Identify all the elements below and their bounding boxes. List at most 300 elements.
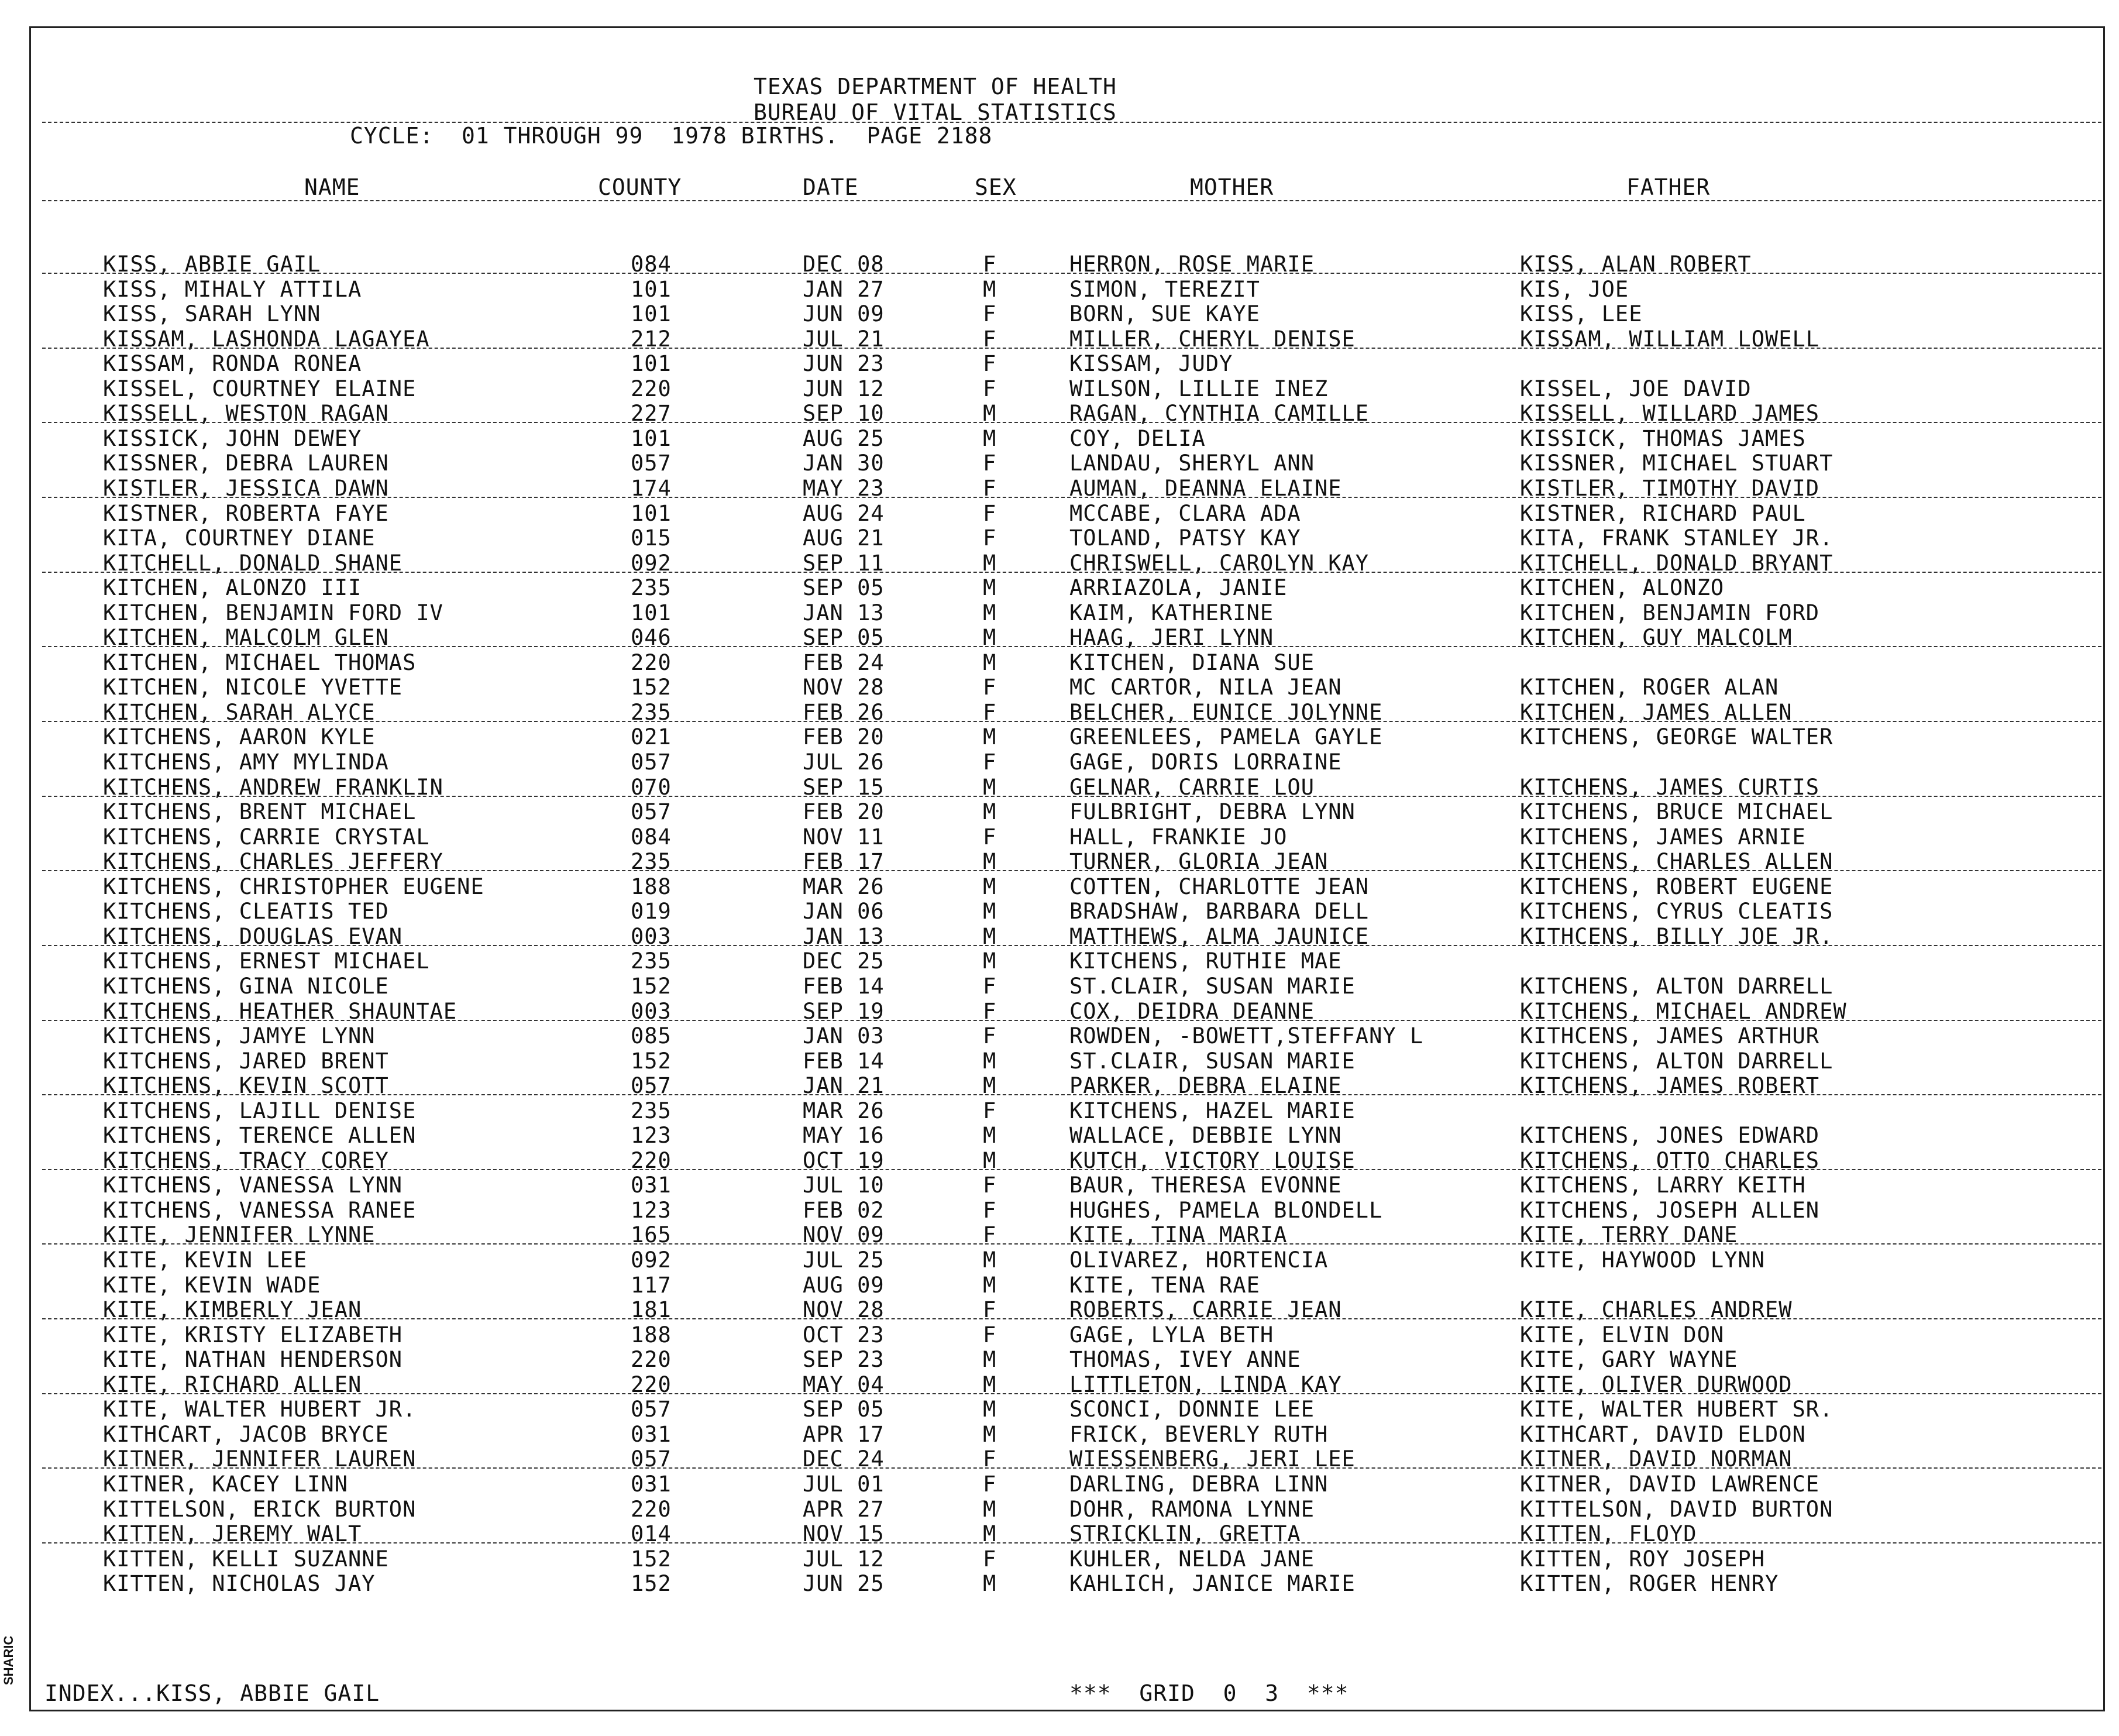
cell-mother: ST.CLAIR, SUSAN MARIE [1069, 1048, 1356, 1074]
table-row [0, 301, 2119, 326]
cell-county: 188 [631, 1322, 672, 1347]
cell-name: KITE, WALTER HUBERT JR. [103, 1397, 417, 1422]
cell-father: KITCHENS, BRUCE MICHAEL [1520, 799, 1834, 825]
table-row [0, 575, 2119, 600]
cell-name: KITE, KEVIN WADE [103, 1272, 321, 1298]
cell-mother: DARLING, DEBRA LINN [1069, 1471, 1329, 1497]
cell-sex: M [983, 1371, 997, 1397]
cell-date: JAN 13 [803, 923, 885, 949]
table-row [0, 1098, 2119, 1123]
cell-sex: M [983, 1421, 997, 1447]
cell-date: MAR 26 [803, 874, 885, 899]
cell-name: KITCHEN, MALCOLM GLEN [103, 625, 389, 651]
row-rule [42, 572, 2101, 573]
cell-county: 188 [631, 874, 672, 899]
row-rule [42, 1243, 2101, 1245]
cell-father: KISS, ALAN ROBERT [1520, 252, 1752, 277]
cell-name: KITNER, KACEY LINN [103, 1471, 348, 1497]
cell-date: OCT 19 [803, 1147, 885, 1173]
table-row [0, 1023, 2119, 1049]
cell-sex: M [983, 1073, 997, 1099]
column-header-rule [42, 200, 2101, 201]
cell-sex: F [983, 675, 997, 700]
cell-date: NOV 15 [803, 1521, 885, 1547]
cell-mother: KITCHEN, DIANA SUE [1069, 649, 1315, 675]
cell-mother: TOLAND, PATSY KAY [1069, 525, 1301, 551]
row-rule [42, 870, 2101, 871]
cell-father: KIS, JOE [1520, 276, 1629, 302]
table-row [0, 451, 2119, 476]
cell-father: KITCHEN, ALONZO [1520, 575, 1725, 601]
cell-name: KISTLER, JESSICA DAWN [103, 475, 389, 501]
cell-county: 117 [631, 1272, 672, 1298]
cell-father: KITCHENS, ALTON DARRELL [1520, 973, 1834, 999]
header-department: TEXAS DEPARTMENT OF HEALTH [754, 74, 1117, 99]
table-row [0, 750, 2119, 775]
cell-mother: KITE, TINA MARIA [1069, 1222, 1288, 1248]
cell-sex: F [983, 973, 997, 999]
cell-name: KISTNER, ROBERTA FAYE [103, 500, 389, 526]
table-row [0, 1049, 2119, 1074]
cell-mother: KITCHENS, RUTHIE MAE [1069, 948, 1342, 974]
cell-county: 057 [631, 750, 672, 775]
cell-father: KITCHEN, ROGER ALAN [1520, 675, 1779, 700]
cell-mother: COX, DEIDRA DEANNE [1069, 998, 1315, 1024]
table-row [0, 1546, 2119, 1572]
cell-county: 031 [631, 1173, 672, 1198]
cell-county: 152 [631, 1048, 672, 1074]
cell-date: NOV 09 [803, 1222, 885, 1248]
cell-name: KITTEN, KELLI SUZANNE [103, 1546, 389, 1572]
cell-county: 123 [631, 1123, 672, 1149]
cell-mother: BORN, SUE KAYE [1069, 301, 1260, 327]
cell-mother: ST.CLAIR, SUSAN MARIE [1069, 973, 1356, 999]
cell-county: 085 [631, 1023, 672, 1049]
cell-date: JUL 12 [803, 1546, 885, 1572]
cell-father: KITTELSON, DAVID BURTON [1520, 1496, 1834, 1522]
cell-sex: F [983, 1173, 997, 1198]
cell-county: 235 [631, 948, 672, 974]
cell-father: KITHCART, DAVID ELDON [1520, 1421, 1806, 1447]
cell-sex: M [983, 600, 997, 625]
cell-name: KITCHENS, TERENCE ALLEN [103, 1123, 417, 1149]
cell-mother: THOMAS, IVEY ANNE [1069, 1347, 1301, 1373]
cell-county: 070 [631, 774, 672, 800]
cell-name: KITE, RICHARD ALLEN [103, 1371, 362, 1397]
cell-mother: KITE, TENA RAE [1069, 1272, 1260, 1298]
cell-sex: M [983, 1048, 997, 1074]
cell-father: KITCHELL, DONALD BRYANT [1520, 550, 1834, 576]
cell-date: FEB 17 [803, 849, 885, 875]
table-row [0, 376, 2119, 401]
col-header-sex: SEX [975, 174, 1017, 200]
table-row [0, 974, 2119, 999]
col-header-name: NAME [304, 174, 360, 200]
cell-name: KITCHENS, TRACY COREY [103, 1147, 389, 1173]
cell-sex: M [983, 1496, 997, 1522]
cell-sex: M [983, 899, 997, 924]
cell-date: SEP 05 [803, 625, 885, 651]
cell-name: KITHCART, JACOB BRYCE [103, 1421, 389, 1447]
cell-sex: F [983, 1546, 997, 1572]
cell-county: 092 [631, 1247, 672, 1273]
cell-father: KITNER, DAVID NORMAN [1520, 1446, 1793, 1472]
cell-name: KITE, KIMBERLY JEAN [103, 1297, 362, 1323]
header-bureau: BUREAU OF VITAL STATISTICS [754, 99, 1117, 125]
cell-county: 165 [631, 1222, 672, 1248]
cell-date: JUN 25 [803, 1571, 885, 1597]
cell-name: KITCHENS, KEVIN SCOTT [103, 1073, 389, 1099]
cell-sex: F [983, 1197, 997, 1223]
cell-county: 057 [631, 1073, 672, 1099]
table-row [0, 351, 2119, 376]
cell-sex: F [983, 1222, 997, 1248]
cell-name: KITCHENS, GINA NICOLE [103, 973, 389, 999]
cell-county: 031 [631, 1421, 672, 1447]
cell-sex: F [983, 1023, 997, 1049]
cell-sex: F [983, 301, 997, 327]
cell-date: JAN 03 [803, 1023, 885, 1049]
cell-date: FEB 20 [803, 799, 885, 825]
cell-sex: F [983, 1446, 997, 1472]
cell-father: KISSICK, THOMAS JAMES [1520, 425, 1806, 451]
cell-date: JUL 21 [803, 326, 885, 352]
cell-father: KISSEL, JOE DAVID [1520, 376, 1752, 401]
cell-sex: F [983, 525, 997, 551]
cell-mother: RAGAN, CYNTHIA CAMILLE [1069, 401, 1370, 427]
cell-date: AUG 09 [803, 1272, 885, 1298]
table-row [0, 948, 2119, 974]
cell-county: 235 [631, 1098, 672, 1123]
cell-father: KITCHEN, GUY MALCOLM [1520, 625, 1793, 651]
cell-date: MAR 26 [803, 1098, 885, 1123]
cell-name: KITCHENS, CHRISTOPHER EUGENE [103, 874, 484, 899]
cell-date: FEB 20 [803, 724, 885, 750]
cell-date: SEP 10 [803, 401, 885, 427]
cell-mother: GAGE, LYLA BETH [1069, 1322, 1274, 1347]
cell-father: KITE, HAYWOOD LYNN [1520, 1247, 1765, 1273]
cell-county: 101 [631, 276, 672, 302]
col-header-county: COUNTY [598, 174, 682, 200]
cell-father: KITCHENS, JONES EDWARD [1520, 1123, 1820, 1149]
cell-father: KITCHEN, JAMES ALLEN [1520, 699, 1793, 725]
cell-father: KISTNER, RICHARD PAUL [1520, 500, 1806, 526]
cell-date: SEP 11 [803, 550, 885, 576]
cell-name: KITCHEN, NICOLE YVETTE [103, 675, 403, 700]
cell-mother: LITTLETON, LINDA KAY [1069, 1371, 1342, 1397]
cell-date: AUG 25 [803, 425, 885, 451]
cell-county: 220 [631, 1496, 672, 1522]
table-row [0, 1422, 2119, 1447]
cell-name: KITCHENS, VANESSA RANEE [103, 1197, 417, 1223]
row-rule [42, 273, 2101, 274]
cell-mother: BAUR, THERESA EVONNE [1069, 1173, 1342, 1198]
cell-father: KITNER, DAVID LAWRENCE [1520, 1471, 1820, 1497]
cell-county: 152 [631, 1571, 672, 1597]
cell-sex: F [983, 824, 997, 850]
table-row [0, 1273, 2119, 1298]
cell-date: MAY 16 [803, 1123, 885, 1149]
cell-sex: M [983, 1347, 997, 1373]
cell-father: KISS, LEE [1520, 301, 1643, 327]
cell-name: KITE, KRISTY ELIZABETH [103, 1322, 403, 1347]
table-row [0, 874, 2119, 899]
col-header-mother: MOTHER [1190, 174, 1274, 200]
cell-sex: M [983, 923, 997, 949]
row-rule [42, 646, 2101, 647]
cell-county: 235 [631, 849, 672, 875]
cell-father: KITE, OLIVER DURWOOD [1520, 1371, 1793, 1397]
cell-name: KITCHENS, VANESSA LYNN [103, 1173, 403, 1198]
cell-sex: M [983, 649, 997, 675]
cell-mother: MILLER, CHERYL DENISE [1069, 326, 1356, 352]
table-row [0, 824, 2119, 850]
cell-name: KITE, JENNIFER LYNNE [103, 1222, 376, 1248]
cell-father: KITCHENS, JAMES CURTIS [1520, 774, 1820, 800]
footer-index: INDEX...KISS, ABBIE GAIL [44, 1680, 380, 1706]
table-row [0, 1123, 2119, 1148]
cell-county: 101 [631, 500, 672, 526]
cell-date: MAY 23 [803, 475, 885, 501]
cell-mother: HAAG, JERI LYNN [1069, 625, 1274, 651]
cell-mother: KITCHENS, HAZEL MARIE [1069, 1098, 1356, 1123]
cell-father: KITCHENS, CYRUS CLEATIS [1520, 899, 1834, 924]
cell-county: 003 [631, 923, 672, 949]
cell-date: JAN 21 [803, 1073, 885, 1099]
cell-mother: ROBERTS, CARRIE JEAN [1069, 1297, 1342, 1323]
cell-name: KITA, COURTNEY DIANE [103, 525, 376, 551]
cell-county: 212 [631, 326, 672, 352]
cell-name: KITCHENS, JARED BRENT [103, 1048, 389, 1074]
cell-father: KITTEN, FLOYD [1520, 1521, 1697, 1547]
cell-name: KITE, KEVIN LEE [103, 1247, 308, 1273]
cell-date: FEB 26 [803, 699, 885, 725]
cell-county: 057 [631, 799, 672, 825]
cell-mother: WIESSENBERG, JERI LEE [1069, 1446, 1356, 1472]
cell-mother: HERRON, ROSE MARIE [1069, 252, 1315, 277]
cell-mother: COY, DELIA [1069, 425, 1206, 451]
cell-county: 019 [631, 899, 672, 924]
cell-date: JAN 27 [803, 276, 885, 302]
cell-county: 227 [631, 401, 672, 427]
cell-father: KITCHENS, JOSEPH ALLEN [1520, 1197, 1820, 1223]
row-rule [42, 422, 2101, 423]
cell-sex: F [983, 351, 997, 377]
cell-mother: FRICK, BEVERLY RUTH [1069, 1421, 1329, 1447]
cell-date: JUN 23 [803, 351, 885, 377]
cell-sex: M [983, 575, 997, 601]
cell-mother: WILSON, LILLIE INEZ [1069, 376, 1329, 401]
footer-grid: *** GRID 0 3 *** [1069, 1680, 1349, 1706]
cell-sex: M [983, 724, 997, 750]
cell-father: KISSAM, WILLIAM LOWELL [1520, 326, 1820, 352]
cell-mother: SCONCI, DONNIE LEE [1069, 1397, 1315, 1422]
cell-sex: M [983, 948, 997, 974]
cell-mother: KUHLER, NELDA JANE [1069, 1546, 1315, 1572]
cell-mother: MC CARTOR, NILA JEAN [1069, 675, 1342, 700]
cell-name: KITTELSON, ERICK BURTON [103, 1496, 417, 1522]
cell-name: KITCHENS, CHARLES JEFFERY [103, 849, 443, 875]
cell-name: KITCHEN, MICHAEL THOMAS [103, 649, 417, 675]
cell-mother: DOHR, RAMONA LYNNE [1069, 1496, 1315, 1522]
cell-father: KITCHENS, JAMES ROBERT [1520, 1073, 1820, 1099]
cell-father: KISTLER, TIMOTHY DAVID [1520, 475, 1820, 501]
cell-sex: M [983, 1272, 997, 1298]
cell-county: 101 [631, 351, 672, 377]
row-rule [42, 1467, 2101, 1469]
cell-date: JAN 13 [803, 600, 885, 625]
cell-father: KITE, TERRY DANE [1520, 1222, 1738, 1248]
cell-father: KITCHENS, JAMES ARNIE [1520, 824, 1806, 850]
cell-name: KISSELL, WESTON RAGAN [103, 401, 389, 427]
cell-father: KITCHENS, ALTON DARRELL [1520, 1048, 1834, 1074]
table-row [0, 1247, 2119, 1273]
table-row [0, 1198, 2119, 1223]
table-row [0, 675, 2119, 700]
cell-father: KITCHENS, ROBERT EUGENE [1520, 874, 1834, 899]
cell-date: JUL 10 [803, 1173, 885, 1198]
cell-sex: F [983, 326, 997, 352]
cell-county: 014 [631, 1521, 672, 1547]
cell-sex: M [983, 276, 997, 302]
cell-county: 220 [631, 376, 672, 401]
cell-father: KISSNER, MICHAEL STUART [1520, 451, 1834, 476]
cell-name: KISSEL, COURTNEY ELAINE [103, 376, 417, 401]
cell-name: KITNER, JENNIFER LAUREN [103, 1446, 417, 1472]
cell-name: KITTEN, JEREMY WALT [103, 1521, 362, 1547]
cell-county: 152 [631, 675, 672, 700]
cell-date: SEP 05 [803, 1397, 885, 1422]
cell-county: 015 [631, 525, 672, 551]
cell-mother: GELNAR, CARRIE LOU [1069, 774, 1315, 800]
cell-name: KITCHEN, BENJAMIN FORD IV [103, 600, 443, 625]
row-rule [42, 1094, 2101, 1095]
cell-sex: F [983, 1098, 997, 1123]
col-header-date: DATE [803, 174, 859, 200]
cell-father: KITTEN, ROGER HENRY [1520, 1571, 1779, 1597]
cell-father: KITCHENS, OTTO CHARLES [1520, 1147, 1820, 1173]
cell-date: SEP 15 [803, 774, 885, 800]
cell-county: 084 [631, 252, 672, 277]
table-row [0, 724, 2119, 750]
cell-date: FEB 14 [803, 973, 885, 999]
table-row [0, 1397, 2119, 1422]
cell-mother: BRADSHAW, BARBARA DELL [1069, 899, 1370, 924]
cell-name: KITCHEN, SARAH ALYCE [103, 699, 376, 725]
cell-name: KISSAM, RONDA RONEA [103, 351, 362, 377]
cell-county: 057 [631, 1446, 672, 1472]
cell-county: 084 [631, 824, 672, 850]
cell-sex: F [983, 500, 997, 526]
cell-name: KITCHENS, CLEATIS TED [103, 899, 389, 924]
cell-name: KITCHENS, JAMYE LYNN [103, 1023, 376, 1049]
table-row [0, 1347, 2119, 1372]
row-rule [42, 796, 2101, 797]
cell-sex: M [983, 401, 997, 427]
cell-county: 174 [631, 475, 672, 501]
cell-sex: M [983, 625, 997, 651]
cell-sex: F [983, 750, 997, 775]
cell-mother: HUGHES, PAMELA BLONDELL [1069, 1197, 1383, 1223]
cell-sex: M [983, 425, 997, 451]
cell-date: APR 17 [803, 1421, 885, 1447]
cell-date: JAN 06 [803, 899, 885, 924]
cell-name: KITCHENS, AMY MYLINDA [103, 750, 389, 775]
cell-name: KISS, MIHALY ATTILA [103, 276, 362, 302]
cell-mother: STRICKLIN, GRETTA [1069, 1521, 1301, 1547]
cell-father: KITCHENS, CHARLES ALLEN [1520, 849, 1834, 875]
cell-mother: LANDAU, SHERYL ANN [1069, 451, 1315, 476]
cell-mother: WALLACE, DEBBIE LYNN [1069, 1123, 1342, 1149]
cell-sex: F [983, 1297, 997, 1323]
cell-sex: M [983, 874, 997, 899]
cell-father: KITCHENS, LARRY KEITH [1520, 1173, 1806, 1198]
cell-county: 220 [631, 1147, 672, 1173]
cell-mother: HALL, FRANKIE JO [1069, 824, 1288, 850]
table-row [0, 525, 2119, 551]
table-row [0, 277, 2119, 302]
cell-name: KISSNER, DEBRA LAUREN [103, 451, 389, 476]
cell-father: KITCHENS, MICHAEL ANDREW [1520, 998, 1847, 1024]
cell-county: 092 [631, 550, 672, 576]
cell-county: 235 [631, 575, 672, 601]
cell-county: 152 [631, 973, 672, 999]
table-row [0, 600, 2119, 625]
cell-father: KITE, CHARLES ANDREW [1520, 1297, 1793, 1323]
cell-name: KITCHENS, ERNEST MICHAEL [103, 948, 430, 974]
row-rule [42, 1542, 2101, 1544]
cell-name: KITCHENS, BRENT MICHAEL [103, 799, 417, 825]
cell-name: KISSICK, JOHN DEWEY [103, 425, 362, 451]
cell-father: KITE, GARY WAYNE [1520, 1347, 1738, 1373]
table-row [0, 1322, 2119, 1347]
row-rule [42, 497, 2101, 498]
cell-sex: M [983, 799, 997, 825]
cell-mother: GAGE, DORIS LORRAINE [1069, 750, 1342, 775]
cell-date: AUG 21 [803, 525, 885, 551]
cell-mother: ROWDEN, -BOWETT,STEFFANY L [1069, 1023, 1424, 1049]
cell-county: 101 [631, 301, 672, 327]
cell-father: KITHCENS, JAMES ARTHUR [1520, 1023, 1820, 1049]
row-rule [42, 1318, 2101, 1319]
cell-county: 031 [631, 1471, 672, 1497]
cell-date: SEP 05 [803, 575, 885, 601]
cell-date: FEB 24 [803, 649, 885, 675]
table-row [0, 1571, 2119, 1596]
cell-mother: KISSAM, JUDY [1069, 351, 1233, 377]
cell-name: KITCHENS, DOUGLAS EVAN [103, 923, 403, 949]
cell-county: 101 [631, 600, 672, 625]
cell-mother: GREENLEES, PAMELA GAYLE [1069, 724, 1383, 750]
cell-mother: AUMAN, DEANNA ELAINE [1069, 475, 1342, 501]
row-rule [42, 1393, 2101, 1394]
cell-county: 021 [631, 724, 672, 750]
row-rule [42, 945, 2101, 946]
col-header-father: FATHER [1626, 174, 1711, 200]
cell-county: 123 [631, 1197, 672, 1223]
cell-mother: KUTCH, VICTORY LOUISE [1069, 1147, 1356, 1173]
cell-mother: SIMON, TEREZIT [1069, 276, 1260, 302]
cell-father: KITTEN, ROY JOSEPH [1520, 1546, 1765, 1572]
cell-father: KITCHENS, GEORGE WALTER [1520, 724, 1834, 750]
cell-name: KITCHENS, ANDREW FRANKLIN [103, 774, 443, 800]
cell-county: 046 [631, 625, 672, 651]
cell-date: DEC 25 [803, 948, 885, 974]
cell-date: DEC 24 [803, 1446, 885, 1472]
cell-date: NOV 11 [803, 824, 885, 850]
cell-mother: BELCHER, EUNICE JOLYNNE [1069, 699, 1383, 725]
cell-mother: COTTEN, CHARLOTTE JEAN [1069, 874, 1370, 899]
